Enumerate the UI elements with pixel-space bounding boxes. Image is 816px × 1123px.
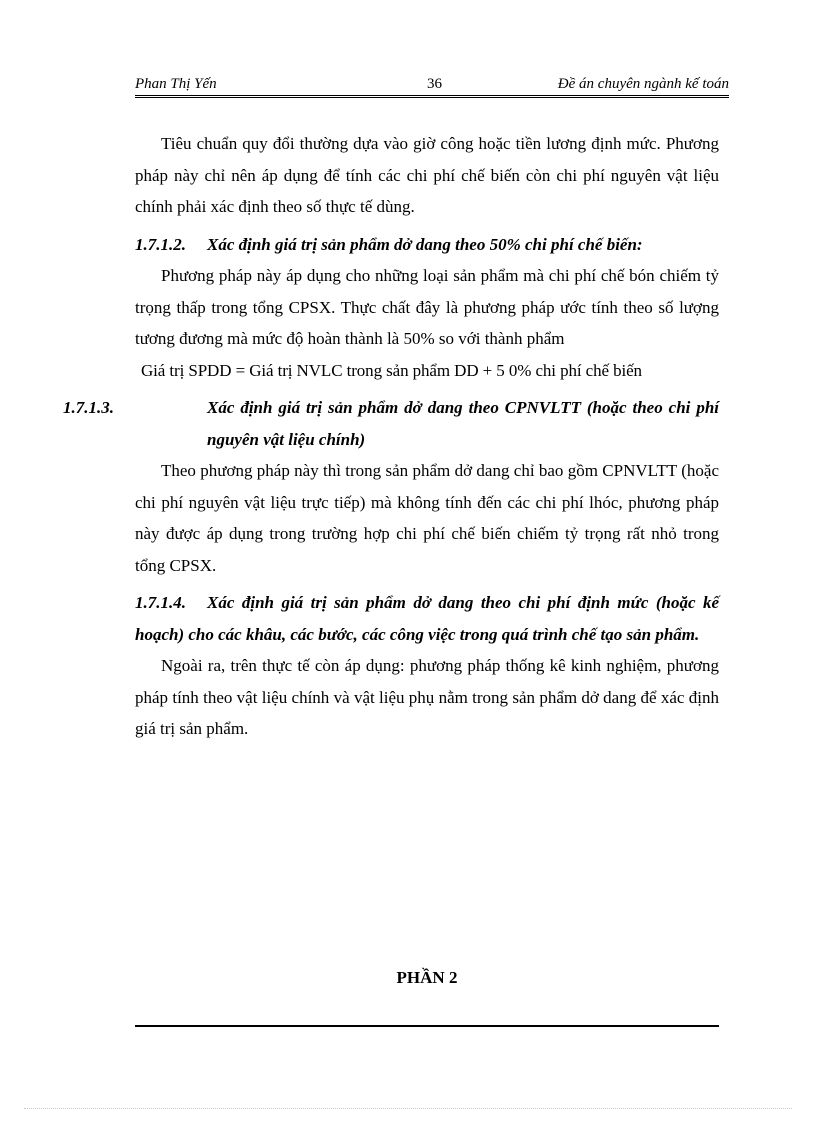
formula-spdd: Giá trị SPDD = Giá trị NVLC trong sản phẩm DD + 5 0% chi phí chế biến (141, 360, 642, 380)
paragraph-50-percent-method: Phương pháp này áp dụng cho những loại sản phẩm mà chi phí chế bón chiếm tỷ trọng thấp trong tổng CPSX. Thực chất đây là phương pháp ước tính theo số lượng tương đương mà mức độ hoàn thành là 50% so với thành phẩm (135, 266, 719, 348)
heading-1-7-1-2 (135, 229, 719, 261)
page-header (135, 76, 729, 96)
heading-number: 1.7.1.3. (63, 398, 114, 417)
header-rule (135, 95, 729, 98)
heading-text: Xác định giá trị sản phẩm dở dang theo chi phí định mức (hoặc kế hoạch) cho các khâu, các bước, các công việc trong quá trình chế tạo sản phẩm. (135, 593, 719, 644)
heading-text: Xác định giá trị sản phẩm dở dang theo CPNVLTT (hoặc theo chi phí nguyên vật liệu chính) (207, 398, 719, 449)
header-author: Phan Thị Yến (135, 76, 217, 92)
page-edge-divider (24, 1108, 792, 1109)
heading-number: 1.7.1.4. (135, 593, 186, 612)
paragraph-conversion-standard: Tiêu chuẩn quy đổi thường dựa vào giờ công hoặc tiền lương định mức. Phương pháp này chỉ nên áp dụng để tính các chi phí chế biến còn chi phí nguyên vật liệu chính phải xác định theo số thực tế dùng. (135, 134, 719, 216)
heading-number: 1.7.1.2. (135, 234, 186, 254)
header-page-number: 36 (427, 76, 442, 92)
bottom-rule (135, 1025, 719, 1027)
page-content (63, 128, 719, 745)
heading-1-7-1-4 (135, 587, 719, 650)
paragraph-cpnvltt-method: Theo phương pháp này thì trong sản phẩm dở dang chỉ bao gồm CPNVLTT (hoặc chi phí nguyên vật liệu trực tiếp) mà không tính đến các chi phí lhóc, phương pháp này được áp dụng trong trường hợp chi phí chế biến chiếm tỷ trọng rất nhỏ trong tổng CPSX. (135, 461, 719, 575)
header-title: Đề án chuyên ngành kế toán (557, 76, 729, 92)
paragraph-other-methods: Ngoài ra, trên thực tế còn áp dụng: phương pháp thống kê kinh nghiệm, phương pháp tính theo vật liệu chính và vật liệu phụ nằm trong sản phẩm dở dang để xác định giá trị sản phẩm. (135, 656, 719, 738)
heading-1-7-1-3 (63, 392, 719, 455)
heading-text: Xác định giá trị sản phẩm dở dang theo 50% chi phí chế biến: (207, 234, 643, 254)
part-title: PHẦN 2 (396, 968, 458, 987)
